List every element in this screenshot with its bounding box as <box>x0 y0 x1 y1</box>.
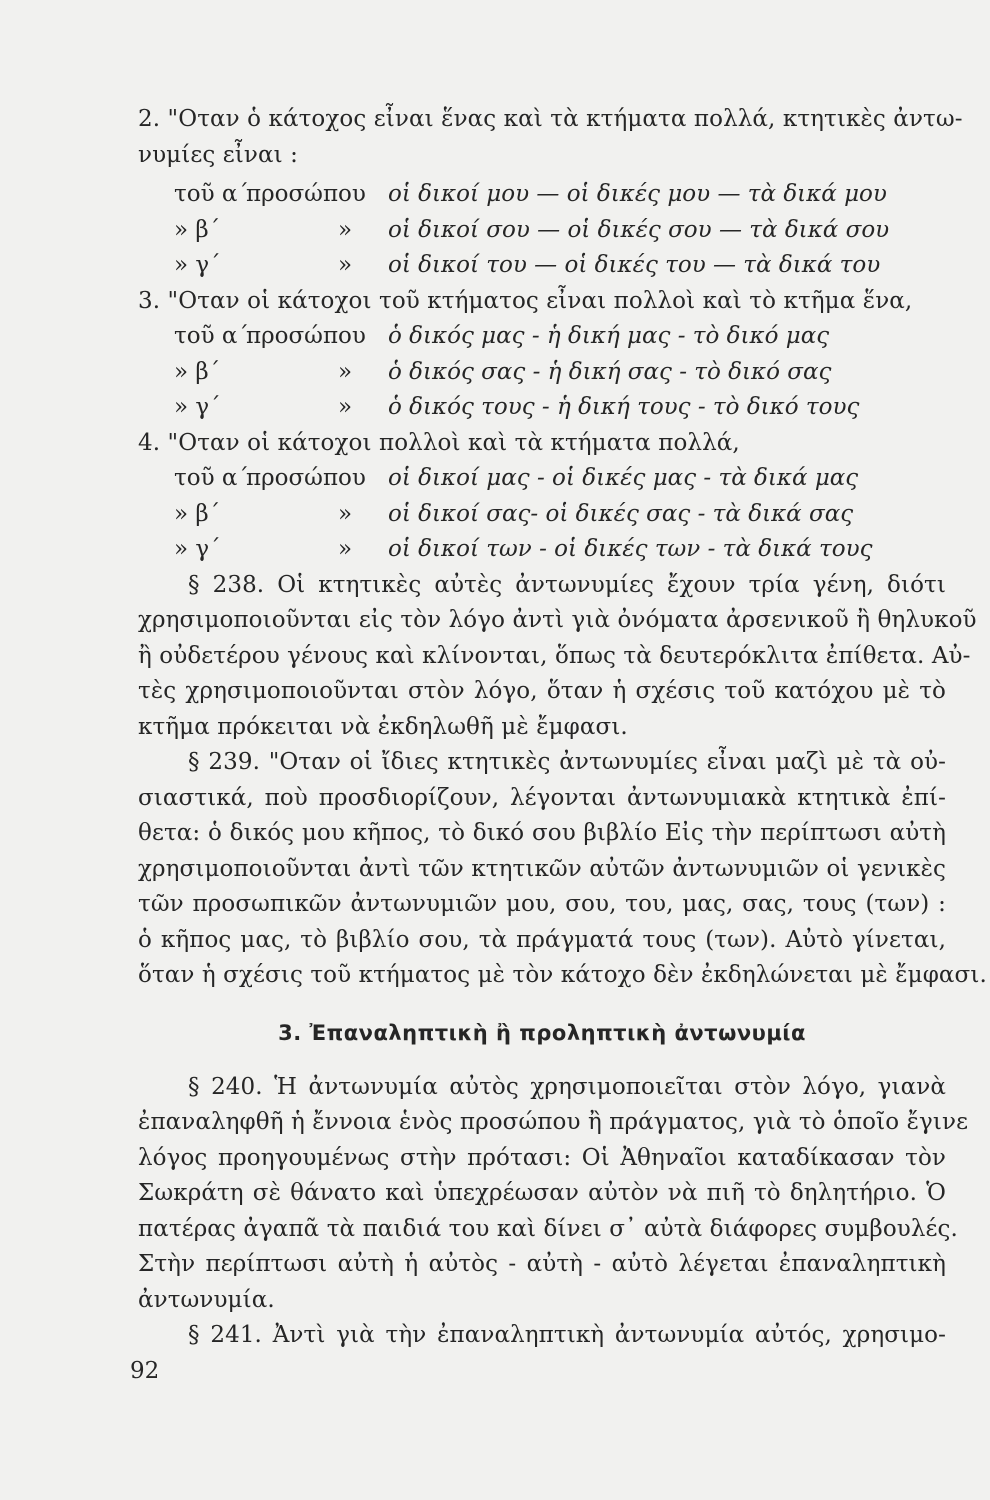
person-label: τοῦ α΄ <box>174 465 249 491</box>
section-heading: 3. Ἐπαναληπτικὴ ἢ προληπτικὴ ἀντωνυμία <box>278 1020 806 1045</box>
person-label: » β΄ <box>174 358 221 385</box>
person-word: προσώπου <box>246 181 366 207</box>
person-label: » γ΄ <box>174 536 221 562</box>
pronoun-forms: ὁ δικός μας - ἡ δική μας - τὸ δικό μας <box>388 323 830 349</box>
paragraph-line: τῶν προσωπικῶν ἀντωνυμιῶν μου, σου, του, μας, σας, τους (των) : <box>138 891 946 917</box>
paragraph-239 <box>138 745 987 994</box>
paragraph-238 <box>138 568 977 746</box>
paragraph-line: κτῆμα πρόκειται νὰ ἐκδηλωθῆ μὲ ἔμφασι. <box>138 713 628 740</box>
pronoun-forms: ὁ δικός τους - ἡ δική τους - τὸ δικό τους <box>388 394 860 420</box>
paragraph-line: § 240. Ἡ ἀντωνυμία αὐτὸς χρησιμοποιεῖται στὸν λόγο, γιανὰ <box>188 1073 946 1100</box>
table-section-4 <box>138 461 946 568</box>
ditto-mark: » <box>338 394 353 420</box>
paragraph-line: θετα: ὁ δικός μου κῆπος, τὸ δικό σου βιβλίο Εἰς τὴν περίπτωσι αὐτὴ <box>138 820 946 846</box>
paragraph-241 <box>138 1318 946 1354</box>
table-row <box>138 390 946 426</box>
paragraph-line: § 241. Ἀντὶ γιὰ τὴν ἐπαναληπτικὴ ἀντωνυμία αὐτός, χρησιμο- <box>188 1322 946 1348</box>
section-2-line-2: νυμίες εἶναι : <box>138 141 298 168</box>
page-body <box>138 102 987 1354</box>
ditto-mark: » <box>338 216 353 243</box>
paragraph-line: τὲς χρησιμοποιοῦνται στὸν λόγο, ὅταν ἡ σχέσις τοῦ κατόχου μὲ τὸ <box>138 678 946 704</box>
table-row <box>138 497 946 533</box>
person-label: » β΄ <box>174 216 221 243</box>
pronoun-forms: οἱ δικοί μας - οἱ δικές μας - τὰ δικά μας <box>388 465 859 491</box>
pronoun-forms: οἱ δικοί σου — οἱ δικές σου — τὰ δικά σου <box>388 216 890 243</box>
paragraph-line: Σωκράτη σὲ θάνατο καὶ ὑπεχρέωσαν αὐτὸν νὰ πιῆ τὸ δηλητήριο. Ὁ <box>138 1180 946 1206</box>
paragraph-line: ὁ κῆπος μας, τὸ βιβλίο σου, τὰ πράγματά τους (των). Αὐτὸ γίνεται, <box>138 926 946 953</box>
paragraph-line: ἀντωνυμία. <box>138 1286 275 1313</box>
pronoun-forms: οἱ δικοί μου — οἱ δικές μου — τὰ δικά μου <box>388 181 887 207</box>
pronoun-forms: οἱ δικοί σας- οἱ δικές σας - τὰ δικά σας <box>388 500 854 527</box>
ditto-mark: » <box>338 500 353 527</box>
paragraph-line: ὅταν ἡ σχέσις τοῦ κτήματος μὲ τὸν κάτοχο δὲν ἐκδηλώνεται μὲ ἔμφασι. <box>138 962 987 988</box>
section-3-line-1: 3. "Οταν οἱ κάτοχοι τοῦ κτήματος εἶναι πολλοὶ καὶ τὸ κτῆμα ἕνα, <box>138 287 913 314</box>
table-row <box>138 177 946 213</box>
paragraph-line: σιαστικά, ποὺ προσδιορίζουν, λέγονται ἀντωνυμιακὰ κτητικὰ ἐπί- <box>138 784 946 811</box>
table-row <box>138 461 946 497</box>
paragraph-line: χρησιμοποιοῦνται εἰς τὸν λόγο ἀντὶ γιὰ ὀνόματα ἀρσενικοῦ ἢ θηλυκοῦ <box>138 607 977 633</box>
page-number: 92 <box>130 1358 160 1384</box>
ditto-mark: » <box>338 536 353 562</box>
section-2-line-1: 2. "Οταν ὁ κάτοχος εἶναι ἕνας καὶ τὰ κτήματα πολλά, κτητικὲς ἀντω- <box>138 106 963 132</box>
person-label: τοῦ α΄ <box>174 323 249 349</box>
paragraph-line: § 239. "Οταν οἱ ἴδιες κτητικὲς ἀντωνυμίες εἶναι μαζὶ μὲ τὰ οὐ- <box>188 749 946 775</box>
person-label: » γ΄ <box>174 394 221 420</box>
table-section-2 <box>138 177 946 284</box>
person-label: » γ΄ <box>174 252 221 278</box>
person-label: τοῦ α΄ <box>174 181 249 207</box>
person-word: προσώπου <box>246 323 366 349</box>
table-row <box>138 532 946 568</box>
pronoun-forms: οἱ δικοί του — οἱ δικές του — τὰ δικά του <box>388 252 881 278</box>
ditto-mark: » <box>338 358 353 385</box>
section-4-line-1: 4. "Οταν οἱ κάτοχοι πολλοὶ καὶ τὰ κτήματα πολλά, <box>138 429 740 456</box>
table-section-3 <box>138 319 946 426</box>
ditto-mark: » <box>338 252 353 278</box>
paragraph-line: πατέρας ἀγαπᾶ τὰ παιδιά του καὶ δίνει σ᾽ αὐτὰ διάφορες συμβουλές. <box>138 1215 958 1242</box>
table-row <box>138 248 946 284</box>
person-word: προσώπου <box>246 465 366 491</box>
paragraph-line: ἢ οὐδετέρου γένους καὶ κλίνονται, ὅπως τὰ δευτερόκλιτα ἐπίθετα. Αὐ- <box>138 642 971 669</box>
table-row <box>138 319 946 355</box>
pronoun-forms: ὁ δικός σας - ἡ δική σας - τὸ δικό σας <box>388 358 832 385</box>
paragraph-line: Στὴν περίπτωσι αὐτὴ ἡ αὐτὸς - αὐτὴ - αὐτὸ λέγεται ἐπαναληπτικὴ <box>138 1251 946 1277</box>
paragraph-240 <box>138 1070 969 1319</box>
pronoun-forms: οἱ δικοί των - οἱ δικές των - τὰ δικά τους <box>388 536 873 562</box>
paragraph-line: λόγος προηγουμένως στὴν πρότασι: Οἱ Ἀθηναῖοι καταδίκασαν τὸν <box>138 1144 946 1171</box>
person-label: » β΄ <box>174 500 221 527</box>
paragraph-line: § 238. Οἱ κτητικὲς αὐτὲς ἀντωνυμίες ἔχουν τρία γένη, διότι <box>188 571 946 598</box>
table-row <box>138 213 946 249</box>
paragraph-line: χρησιμοποιοῦνται ἀντὶ τῶν κτητικῶν αὐτῶν ἀντωνυμιῶν οἱ γενικὲς <box>138 855 946 882</box>
paragraph-line: ἐπαναληφθῆ ἡ ἔννοια ἑνὸς προσώπου ἢ πράγματος, γιὰ τὸ ὁποῖο ἔγινε <box>138 1109 969 1135</box>
table-row <box>138 355 946 391</box>
